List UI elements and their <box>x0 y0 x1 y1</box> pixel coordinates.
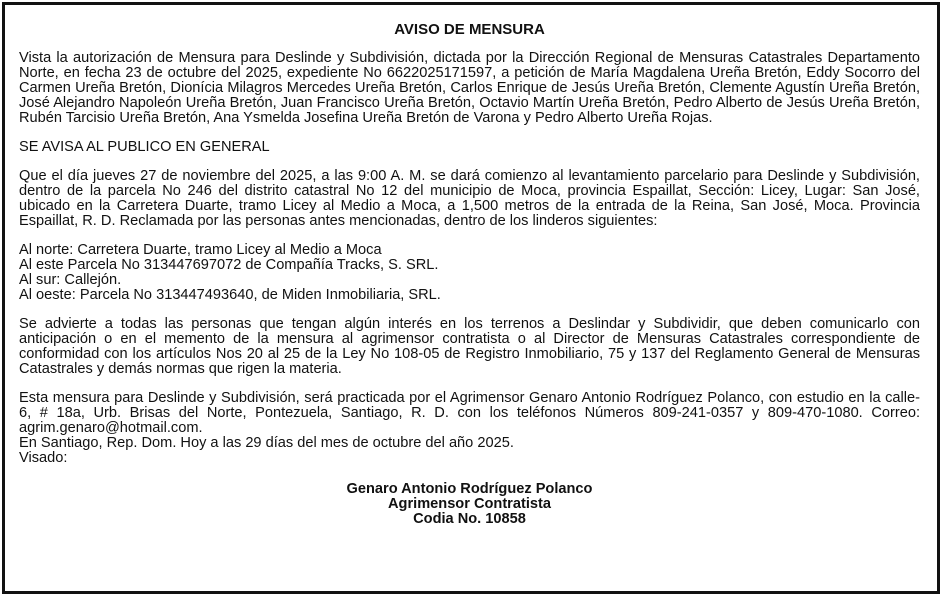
survey-details-paragraph: Que el día jueves 27 de noviembre del 2025, a las 9:00 A. M. se dará comienzo al levantamiento parcelario para Deslinde y Subdivisión, dentro de la parcela No 246 del distrito catastral No 12 del municipio de Moca, provincia Espaillat, Sección: Licey, Lugar: San José, ubicado en la Carretera Duarte, tramo Licey al Medio a Moca, a 1,500 metros de la entrada de la Reina, San José, Moca. Provincia Espaillat, R. D. Reclamada por las personas antes mencionadas, dentro de los linderos siguientes: <box>19 168 920 229</box>
visado-label: Visado: <box>19 450 68 466</box>
boundaries-list <box>19 243 920 303</box>
surveyor-contact-paragraph: Esta mensura para Deslinde y Subdivisión, será practicada por el Agrimensor Genaro Antonio Rodríguez Polanco, con estudio en la calle-6, # 18a, Urb. Brisas del Norte, Pontezuela, Santiago, R. D. con los teléfonos Números 809-241-0357 y 809-470-1080. Correo: agrim.genaro@hotmail.com. <box>19 390 920 436</box>
signature-role: Agrimensor Contratista <box>388 496 551 512</box>
authorization-paragraph: Vista la autorización de Mensura para Deslinde y Subdivisión, dictada por la Dirección Regional de Mensuras Catastrales Departamento Norte, en fecha 23 de octubre del 2025, expediente No 6622025171597, a petición de María Magdalena Ureña Bretón, Eddy Socorro del Carmen Ureña Bretón, Dionícia Milagros Mercedes Ureña Bretón, Carlos Enrique de Jesús Ureña Bretón, Clemente Agustín Ureña Bretón, José Alejandro Napoleón Ureña Bretón, Juan Francisco Ureña Bretón, Octavio Martín Ureña Bretón, Pedro Alberto de Jesús Ureña Bretón, Rubén Tarcisio Ureña Bretón, Ana Ysmelda Josefina Ureña Bretón de Varona y Pedro Alberto Ureña Rojas. <box>19 50 920 126</box>
date-line: En Santiago, Rep. Dom. Hoy a las 29 días del mes de octubre del año 2025. <box>19 435 514 451</box>
boundary-north: Al norte: Carretera Duarte, tramo Licey al Medio a Moca <box>19 242 382 258</box>
signature-codia: Codia No. 10858 <box>413 511 526 527</box>
boundary-south: Al sur: Callejón. <box>19 272 122 288</box>
public-announcement: SE AVISA AL PUBLICO EN GENERAL <box>19 139 270 155</box>
legal-notice <box>2 2 940 594</box>
notice-title: AVISO DE MENSURA <box>394 21 545 38</box>
boundary-east: Al este Parcela No 313447697072 de Compañía Tracks, S. SRL. <box>19 257 439 273</box>
warning-paragraph: Se advierte a todas las personas que tengan algún interés en los terrenos a Deslindar y Subdividir, que deben comunicarlo con anticipación o en el memento de la mensura al agrimensor contratista o al Director de Mensuras Catastrales correspondiente de conformidad con los artículos Nos 20 al 25 de la Ley No 108-05 de Registro Inmobiliario, 75 y 137 del Reglamento General de Mensuras Catastrales y demás normas que rigen la materia. <box>19 316 920 377</box>
signature-name: Genaro Antonio Rodríguez Polanco <box>346 481 593 497</box>
boundary-west: Al oeste: Parcela No 313447493640, de Miden Inmobiliaria, SRL. <box>19 287 441 303</box>
signature-block <box>19 482 920 527</box>
